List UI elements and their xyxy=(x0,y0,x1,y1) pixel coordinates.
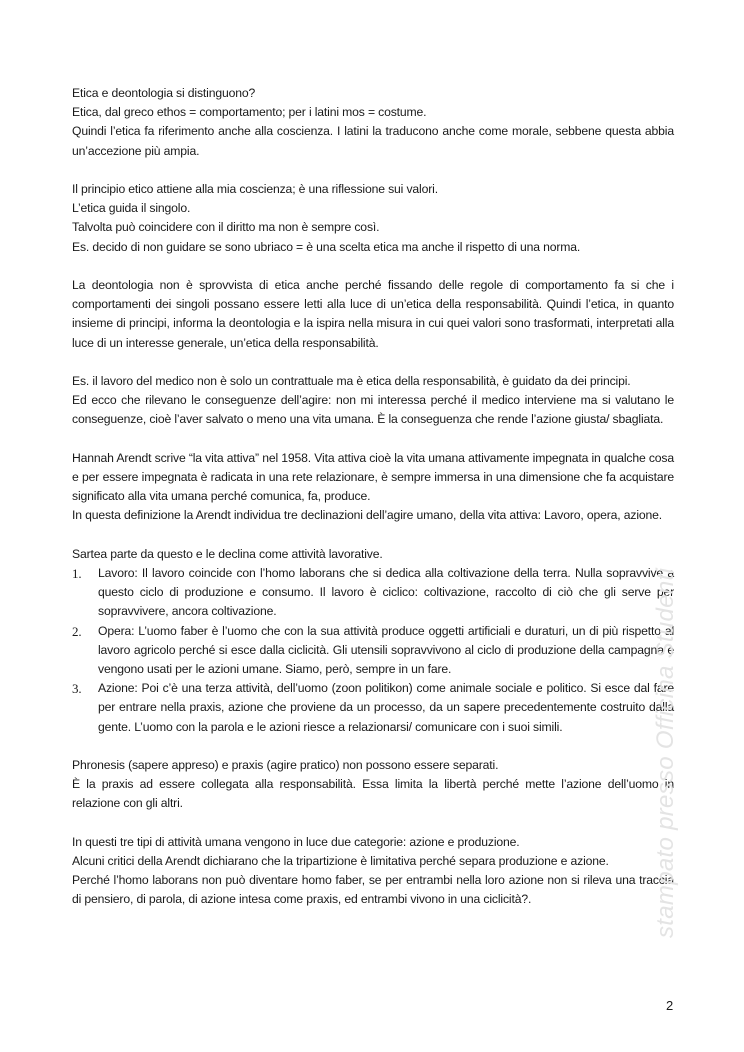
numbered-list xyxy=(72,564,674,737)
list-number: 2. xyxy=(72,623,82,639)
list-item xyxy=(72,622,674,680)
list-item-text: Azione: Poi c’è una terza attività, dell’uomo (zoon politikon) come animale sociale e politico. Si esce dal fare per entrare nella praxis, azione che proviene da un processo, da un sapere precedentemente costruito dalla gente. L’uomo con la parola e le azioni riesce a relazionarsi/ comunicare con i suoi simili. xyxy=(98,681,674,734)
paragraph: Il principio etico attiene alla mia coscienza; è una riflessione sui valori. xyxy=(72,182,438,196)
paragraph: Talvolta può coincidere con il diritto ma non è sempre così. xyxy=(72,220,380,235)
paragraph-spacer xyxy=(72,737,674,756)
paragraph: Sartea parte da questo e le declina come attività lavorative. xyxy=(72,546,383,561)
page-number: 2 xyxy=(666,998,674,1013)
paragraph-spacer xyxy=(72,161,674,180)
paragraph: Quindi l’etica fa riferimento anche alla coscienza. I latini la traducono anche come morale, sebbene questa abbia un’accezione più ampia. xyxy=(72,124,674,158)
paragraph: Hannah Arendt scrive “la vita attiva” nel 1958. Vita attiva cioè la vita umana attivamente impegnata in qualche cosa e per essere impegnata è radicata in una rete relazionare, è sempre immersa in una dimensione che fa acquistare significato alla vita umana perché comunica, fa, produce. xyxy=(72,450,674,504)
watermark: stampato presso Officina Studenti xyxy=(652,567,679,938)
paragraph: Etica, dal greco ethos = comportamento; per i latini mos = costume. xyxy=(72,105,427,120)
paragraph: Ed ecco che rilevano le conseguenze dell’agire: non mi interessa perché il medico interviene ma si valutano le conseguenze, cioè l’aver salvato o meno una vita umana. È la conseguenza che rende l’azione giusta/ sbagliata. xyxy=(72,393,674,427)
paragraph: In questi tre tipi di attività umana vengono in luce due categorie: azione e produzione. xyxy=(72,834,520,849)
list-number: 3. xyxy=(72,681,82,697)
paragraph: Phronesis (sapere appreso) e praxis (agire pratico) non possono essere separati. xyxy=(72,758,499,773)
paragraph: È la praxis ad essere collegata alla responsabilità. Essa limita la libertà perché mette l’azione dell’uomo in relazione con gli altri. xyxy=(72,777,674,811)
paragraph: Alcuni critici della Arendt dichiarano che la tripartizione è limitativa perché separa produzione e azione. xyxy=(72,854,609,869)
paragraph-spacer xyxy=(72,814,674,833)
document-body xyxy=(72,84,674,910)
paragraph-spacer xyxy=(72,257,674,276)
paragraph: La deontologia non è sprovvista di etica anche perché fissando delle regole di comportamento fa si che i comportamenti dei singoli possano essere letti alla luce di un’etica della responsabilità. Quindi l’etica, in quanto insieme di principi, informa la deontologia e la ispira nella misura in cui quei valori sono trasformati, interpretati alla luce di un interesse generale, un’etica della responsabilità. xyxy=(72,278,674,350)
paragraph-spacer xyxy=(72,353,674,372)
paragraph: L’etica guida il singolo. xyxy=(72,201,191,216)
question-heading: Etica e deontologia si distinguono? xyxy=(72,86,256,100)
paragraph: Es. decido di non guidare se sono ubriaco = è una scelta etica ma anche il rispetto di una norma. xyxy=(72,239,581,254)
paragraph: Perché l’homo laborans non può diventare homo faber, se per entrambi nella loro azione non si rileva una traccia di pensiero, di parola, di azione intesa come praxis, ed entrambi vivono in una ciclicità?. xyxy=(72,873,674,907)
list-number: 1. xyxy=(72,566,82,581)
paragraph: In questa definizione la Arendt individua tre declinazioni dell’agire umano, della vita attiva: Lavoro, opera, azione. xyxy=(72,508,663,523)
paragraph: Es. il lavoro del medico non è solo un contrattuale ma è etica della responsabilità, è guidato da dei principi. xyxy=(72,374,631,388)
list-item-text: Lavoro: Il lavoro coincide con l’homo laborans che si dedica alla coltivazione della terra. Nulla sopravvive a questo ciclo di produzione e consumo. Il lavoro è ciclico: coltivazione, raccolto di ciò che gli serve per sopravvivere, ancora coltivazione. xyxy=(98,566,674,619)
paragraph-spacer xyxy=(72,526,674,545)
list-item xyxy=(72,564,674,622)
list-item-text: Opera: L’uomo faber è l’uomo che con la sua attività produce oggetti artificiali e duraturi, un di più rispetto al lavoro agricolo perché si esce dalla ciclicità. Gli utensili sopravvivono al ciclo di produzione della campagna e vengono usati per le azioni umane. Siamo, però, sempre in un fare. xyxy=(98,623,674,677)
paragraph-spacer xyxy=(72,430,674,449)
list-item xyxy=(72,679,674,737)
